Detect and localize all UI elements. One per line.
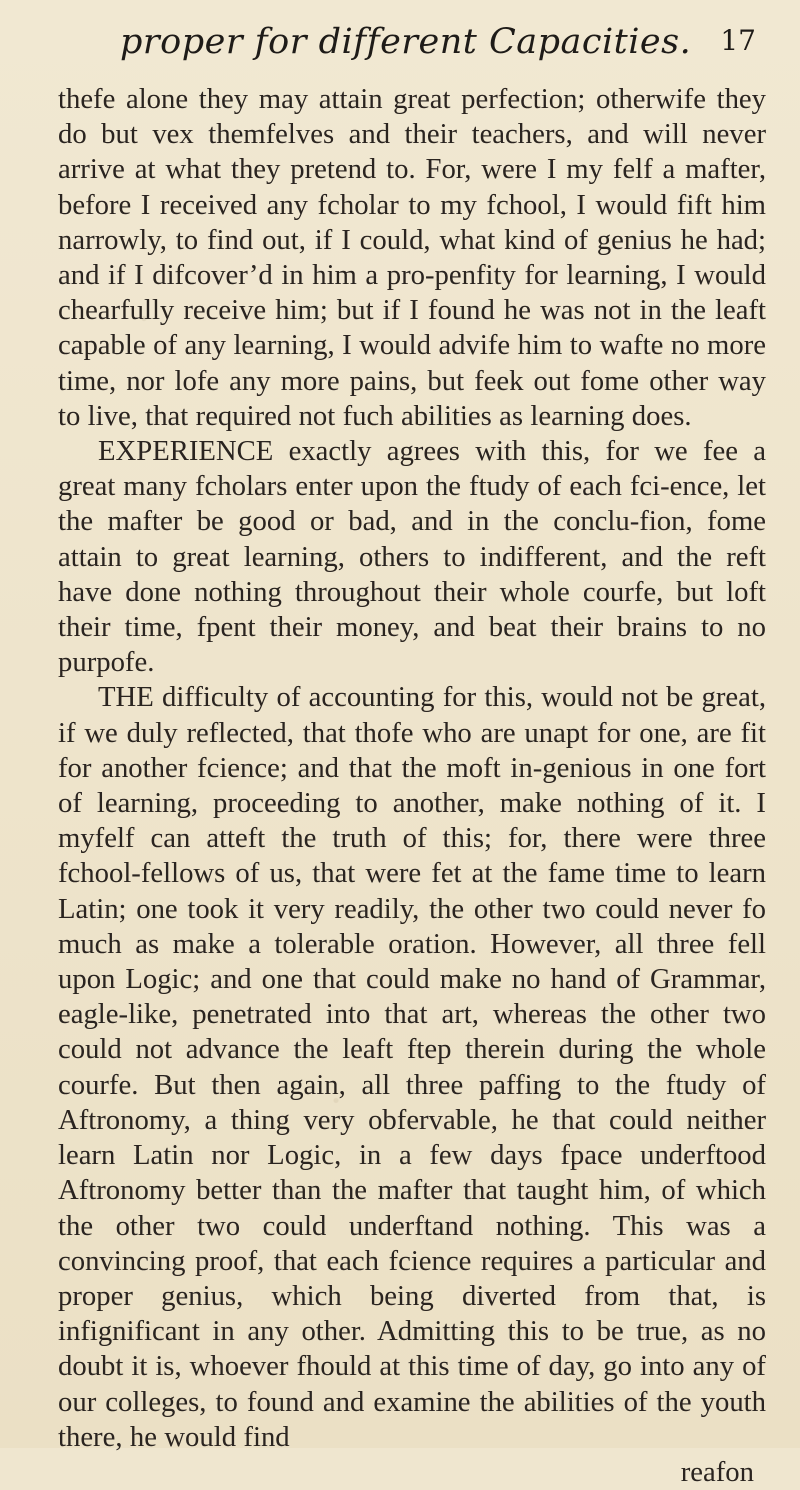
paragraph-1: thefe alone they may attain great perfection; otherwife they do but vex themfelves and their teachers, and will never arrive at what they pretend to. For, were I my felf a mafter, before I received any fcholar to my fchool, I would fift him narrowly, to find out, if I could, what kind of genius he had; and if I difcover’d in him a pro-penfity for learning, I would chearfully receive him; but if I found he was not in the leaft capable of any learning, I would advife him to wafte no more time, nor lofe any more pains, but feek out fome other way to live, that required not fuch abilities as learning does. [58, 83, 766, 432]
body-text [58, 82, 766, 1490]
paragraph-3: THE difficulty of accounting for this, would not be great, if we duly reflected, that thofe who are unapt for one, are fit for another fcience; and that the moft in-genious in one fort of learning, proceeding to another, make nothing of it. I myfelf can atteft the truth of this; for, there were three fchool-fellows of us, that were fet at the fame time to learn Latin; one took it very readily, the other two could never fo much as make a tolerable oration. However, all three fell upon Logic; and one that could make no hand of Grammar, eagle-like, penetrated into that art, whereas the other two could not advance the leaft ftep therein during the whole courfe. But then again, all three paffing to the ftudy of Aftronomy, a thing very obfervable, he that could neither learn Latin nor Logic, in a few days fpace underftood Aftronomy better than the mafter that taught him, of which the other two could underftand nothing. This was a convincing proof, that each fcience requires a particular and proper genius, which being diverted from that, is infignificant in any other. Admitting this to be true, as no doubt it is, whoever fhould at this time of day, go into any of our colleges, to found and examine the abilities of the youth there, he would find [58, 681, 766, 1453]
catchword-wrapper [58, 1455, 766, 1490]
paragraph-2: EXPERIENCE exactly agrees with this, for we fee a great many fcholars enter upon the ftudy of each fci-ence, let the mafter be good or bad, and in the conclu-fion, fome attain to great learning, others to indifferent, and the reft have done nothing throughout their whole courfe, but loft their time, fpent their money, and beat their brains to no purpofe. [58, 435, 766, 679]
catchword: reafon [680, 1455, 754, 1488]
running-head [120, 22, 764, 82]
page-number: 17 [720, 24, 756, 57]
running-title: proper for different Capacities. [120, 22, 692, 62]
